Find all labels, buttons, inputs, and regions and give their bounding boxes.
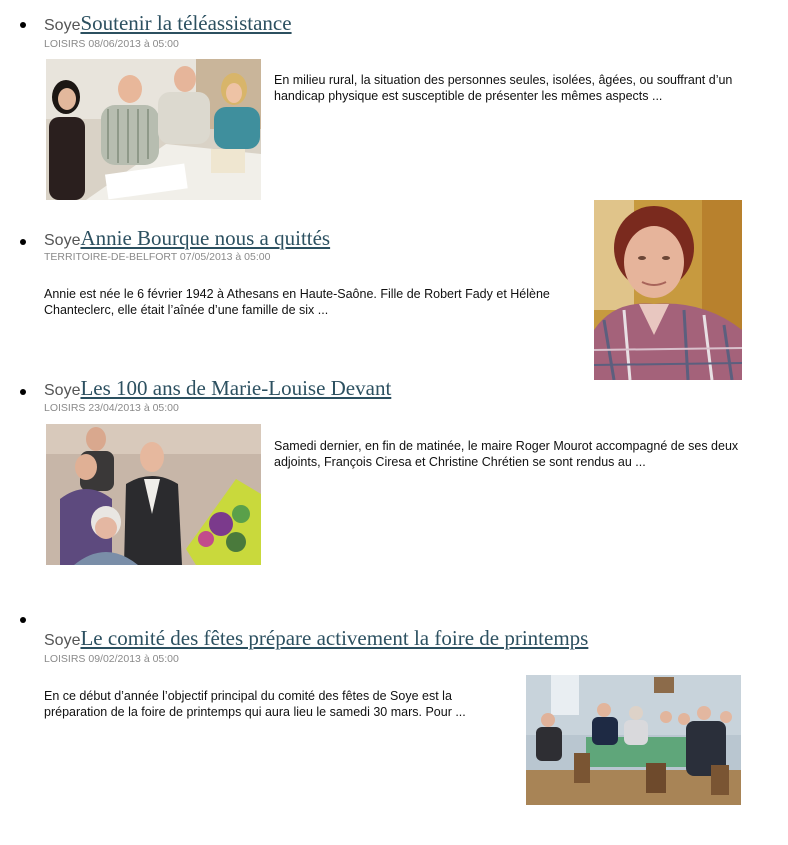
article-excerpt: Samedi dernier, en fin de matinée, le maire Roger Mourot accompagné de ses deux adjoints, François Ciresa et Christine Chrétien se sont rendus au ... — [274, 439, 739, 469]
article-photo[interactable] — [46, 59, 261, 200]
article-meta: TERRITOIRE-DE-BELFORT 07/05/2013 à 05:00 — [44, 251, 271, 263]
article-place: Soye — [44, 382, 81, 399]
article-title-link[interactable]: Soutenir la téléassistance — [80, 11, 292, 35]
article-photo[interactable] — [46, 424, 261, 565]
article-excerpt: En ce début d’année l’objectif principal du comité des fêtes de Soye est la préparation de la foire de printemps qui aura lieu le samedi 30 mars. Pour ... — [44, 689, 466, 719]
article-title-link[interactable]: Annie Bourque nous a quittés — [80, 226, 331, 250]
article-excerpt: Annie est née le 6 février 1942 à Athesans en Haute-Saône. Fille de Robert Fady et Hélène Chanteclerc, elle était l’aînée d’une famille de six ... — [44, 287, 550, 317]
article-title-link[interactable]: Les 100 ans de Marie-Louise Devant — [80, 376, 392, 400]
article-headline — [44, 11, 292, 36]
article-excerpt: En milieu rural, la situation des personnes seules, isolées, âgées, ou souffrant d’un handicap physique est susceptible de présenter les mêmes aspects ... — [274, 73, 733, 103]
article-title-link[interactable]: Le comité des fêtes prépare activement la foire de printemps — [80, 626, 589, 650]
article-headline — [44, 376, 391, 401]
article-photo[interactable] — [526, 675, 741, 805]
list-bullet — [20, 389, 26, 395]
article-place: Soye — [44, 17, 81, 34]
article-meta: LOISIRS 08/06/2013 à 05:00 — [44, 38, 179, 50]
article-meta: LOISIRS 23/04/2013 à 05:00 — [44, 402, 179, 414]
article-headline — [44, 626, 588, 651]
list-bullet — [20, 617, 26, 623]
article-meta: LOISIRS 09/02/2013 à 05:00 — [44, 653, 179, 665]
list-bullet — [20, 239, 26, 245]
article-photo[interactable] — [594, 200, 742, 380]
list-bullet — [20, 22, 26, 28]
article-place: Soye — [44, 232, 81, 249]
article-headline — [44, 226, 330, 251]
article-place: Soye — [44, 632, 81, 649]
